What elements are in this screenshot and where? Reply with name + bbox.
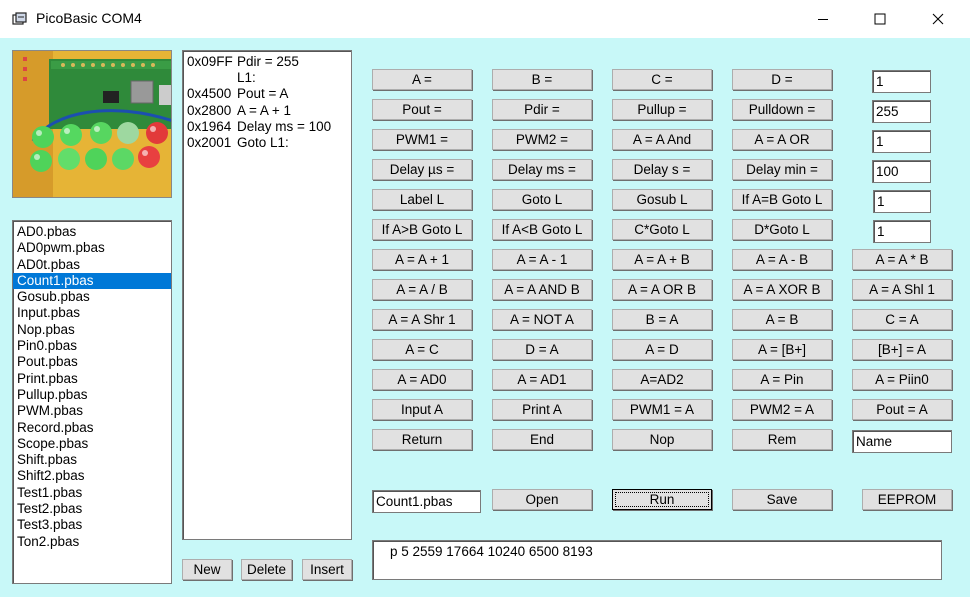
command-button[interactable]: A = A Shr 1 [372, 309, 472, 330]
program-line-code: Pout = A [237, 86, 289, 102]
program-line-code: A = A + 1 [237, 102, 292, 118]
delete-button[interactable]: Delete [241, 559, 292, 580]
command-button[interactable]: A = A Shl 1 [852, 279, 952, 300]
program-line[interactable] [187, 86, 351, 102]
window-title: PicoBasic COM4 [36, 10, 142, 26]
program-line[interactable] [187, 70, 351, 86]
command-button[interactable]: If A<B Goto L [492, 219, 592, 240]
command-button[interactable]: Print A [492, 399, 592, 420]
file-list-item[interactable]: Nop.pbas [17, 321, 75, 337]
file-list-item[interactable]: Count1.pbas [13, 273, 171, 289]
maximize-button[interactable] [857, 0, 903, 38]
file-list-item[interactable]: AD0pwm.pbas [17, 240, 105, 256]
file-list[interactable] [12, 220, 172, 584]
command-button[interactable]: A = NOT A [492, 309, 592, 330]
board-photo [12, 50, 172, 198]
save-button[interactable]: Save [732, 489, 832, 510]
program-line-code: L1: [237, 70, 256, 86]
command-button[interactable]: Rem [732, 429, 832, 450]
command-button[interactable]: A = A OR [732, 129, 832, 150]
open-button[interactable]: Open [492, 489, 592, 510]
program-line[interactable] [187, 103, 351, 119]
command-button[interactable]: PWM2 = A [732, 399, 832, 420]
command-button[interactable]: A = AD1 [492, 369, 592, 390]
command-button[interactable]: A = A * B [852, 249, 952, 270]
command-button[interactable]: Pulldown = [732, 99, 832, 120]
program-line[interactable] [187, 54, 351, 70]
close-button[interactable] [915, 0, 961, 38]
command-button[interactable]: A = A - B [732, 249, 832, 270]
file-list-item[interactable]: Shift.pbas [17, 452, 78, 468]
file-list-item[interactable]: AD0t.pbas [17, 256, 81, 272]
command-button[interactable]: Delay ms = [492, 159, 592, 180]
command-button[interactable]: Pdir = [492, 99, 592, 120]
file-list-item[interactable]: Scope.pbas [17, 435, 89, 451]
filename-field[interactable]: Count1.pbas [372, 490, 481, 513]
command-button[interactable]: Nop [612, 429, 712, 450]
maximize-icon [874, 13, 886, 25]
command-button[interactable]: A = A XOR B [732, 279, 832, 300]
command-button[interactable]: Gosub L [612, 189, 712, 210]
file-list-item[interactable]: Record.pbas [17, 419, 94, 435]
command-button[interactable]: C = A [852, 309, 952, 330]
command-button[interactable]: C*Goto L [612, 219, 712, 240]
command-button[interactable]: A = [372, 69, 472, 90]
command-button[interactable]: If A=B Goto L [732, 189, 832, 210]
file-list-item[interactable]: Test2.pbas [17, 501, 83, 517]
pico-board-image [13, 51, 172, 198]
minimize-icon [817, 13, 829, 25]
serial-output[interactable]: p 5 2559 17664 10240 6500 8193 [372, 540, 942, 580]
command-button[interactable]: End [492, 429, 592, 450]
program-line[interactable] [187, 119, 351, 135]
command-button[interactable]: Input A [372, 399, 472, 420]
command-button[interactable]: A=AD2 [612, 369, 712, 390]
program-line-code: Delay ms = 100 [237, 118, 332, 134]
command-button[interactable]: Delay µs = [372, 159, 472, 180]
command-button[interactable]: A = C [372, 339, 472, 360]
command-button[interactable]: D = [732, 69, 832, 90]
value-field[interactable]: 255 [872, 100, 931, 123]
file-list-item[interactable]: Pullup.pbas [17, 386, 88, 402]
command-button[interactable]: A = A OR B [612, 279, 712, 300]
command-button[interactable]: PWM1 = [372, 129, 472, 150]
name-field[interactable]: Name [852, 430, 952, 453]
command-button[interactable]: Delay min = [732, 159, 832, 180]
file-list-item[interactable]: Ton2.pbas [17, 533, 80, 549]
command-button[interactable]: A = A And [612, 129, 712, 150]
command-button[interactable]: Label L [372, 189, 472, 210]
program-line-address [187, 70, 237, 86]
file-list-item[interactable]: Test1.pbas [17, 484, 83, 500]
program-line-address: 0x2800 [187, 102, 232, 118]
program-line-code: Goto L1: [237, 134, 289, 150]
command-button[interactable]: Return [372, 429, 472, 450]
file-list-item[interactable]: Pout.pbas [17, 354, 78, 370]
program-line[interactable] [187, 135, 351, 151]
command-button[interactable]: [B+] = A [852, 339, 952, 360]
command-button[interactable]: B = A [612, 309, 712, 330]
command-button[interactable]: C = [612, 69, 712, 90]
value-field[interactable]: 100 [872, 160, 931, 183]
value-field[interactable]: 1 [872, 70, 931, 93]
file-list-item[interactable]: Pin0.pbas [17, 338, 78, 354]
command-button[interactable]: PWM2 = [492, 129, 592, 150]
command-button[interactable]: A = A + 1 [372, 249, 472, 270]
title-bar [0, 0, 970, 38]
file-list-item[interactable]: Gosub.pbas [17, 289, 90, 305]
file-list-item[interactable]: Print.pbas [17, 370, 78, 386]
command-button[interactable]: A = B [732, 309, 832, 330]
eeprom-button[interactable]: EEPROM [862, 489, 952, 510]
command-button[interactable]: Goto L [492, 189, 592, 210]
command-button[interactable]: B = [492, 69, 592, 90]
program-line-code: Pdir = 255 [237, 54, 299, 69]
command-button[interactable]: A = Pin [732, 369, 832, 390]
command-button[interactable]: A = [B+] [732, 339, 832, 360]
program-line-address: 0x4500 [187, 86, 232, 102]
command-button[interactable]: Pullup = [612, 99, 712, 120]
command-button[interactable]: A = A - 1 [492, 249, 592, 270]
command-button[interactable]: If A>B Goto L [372, 219, 472, 240]
program-line-address: 0x09FF [187, 54, 233, 69]
file-list-item[interactable]: AD0.pbas [17, 224, 77, 239]
command-button[interactable]: A = AD0 [372, 369, 472, 390]
command-button[interactable]: Pout = A [852, 399, 952, 420]
program-line-address: 0x1964 [187, 118, 232, 134]
value-field[interactable]: 1 [872, 130, 931, 153]
value-field[interactable]: 1 [873, 190, 931, 213]
program-line-address: 0x2001 [187, 134, 232, 150]
command-button[interactable]: A = A + B [612, 249, 712, 270]
chip-icon [11, 11, 27, 27]
insert-button[interactable]: Insert [302, 559, 352, 580]
file-list-item[interactable]: Shift2.pbas [17, 468, 85, 484]
program-listing[interactable] [182, 50, 352, 540]
command-button[interactable]: D = A [492, 339, 592, 360]
close-icon [932, 13, 944, 25]
minimize-button[interactable] [800, 0, 846, 38]
run-button[interactable]: Run [612, 489, 712, 510]
new-button[interactable]: New [182, 559, 232, 580]
command-button[interactable]: A = A AND B [492, 279, 592, 300]
command-button[interactable]: A = A / B [372, 279, 472, 300]
command-button[interactable]: Pout = [372, 99, 472, 120]
file-list-item[interactable]: Input.pbas [17, 305, 81, 321]
command-button[interactable]: Delay s = [612, 159, 712, 180]
command-button[interactable]: A = Piin0 [852, 369, 952, 390]
file-list-item[interactable]: PWM.pbas [17, 403, 84, 419]
value-field[interactable]: 1 [873, 220, 931, 243]
command-button[interactable]: A = D [612, 339, 712, 360]
command-button[interactable]: D*Goto L [732, 219, 832, 240]
command-button[interactable]: PWM1 = A [612, 399, 712, 420]
file-list-item[interactable]: Test3.pbas [17, 517, 83, 533]
